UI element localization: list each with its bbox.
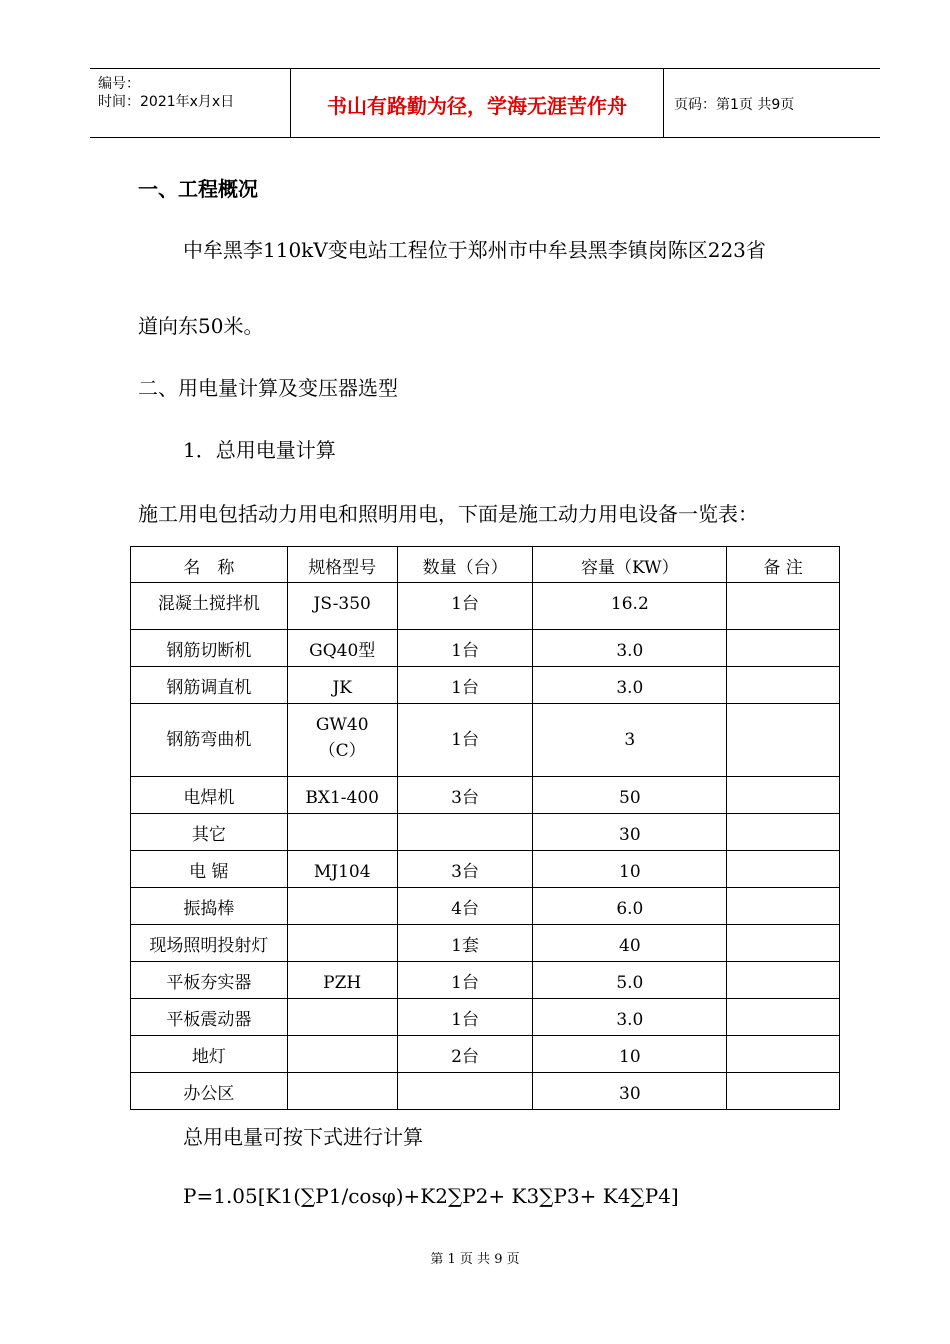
table-cell: JK: [287, 667, 397, 704]
table-cell: 1套: [397, 925, 533, 962]
table-cell: [287, 888, 397, 925]
header-cell: 数量（台）: [397, 547, 533, 583]
table-cell: 1台: [397, 962, 533, 999]
calculation-intro-text: 总用电量可按下式进行计算: [183, 1125, 423, 1149]
table-cell: 10: [533, 851, 727, 888]
table-cell: 1台: [397, 630, 533, 667]
table-cell: 30: [533, 1073, 727, 1110]
table-cell: 3.0: [533, 999, 727, 1036]
table-cell: 振捣棒: [131, 888, 288, 925]
table-cell: 电焊机: [131, 777, 288, 814]
table-cell: 2台: [397, 1036, 533, 1073]
table-cell: 混凝土搅拌机: [131, 583, 288, 630]
table-cell: 1台: [397, 999, 533, 1036]
table-cell: 3台: [397, 851, 533, 888]
table-cell: 3.0: [533, 667, 727, 704]
table-cell: 50: [533, 777, 727, 814]
page-header: [90, 68, 880, 138]
table-cell: 钢筋弯曲机: [131, 704, 288, 777]
table-cell: 10: [533, 1036, 727, 1073]
table-cell: 40: [533, 925, 727, 962]
table-row: [131, 630, 840, 667]
table-cell: [397, 814, 533, 851]
table-cell: 电 锯: [131, 851, 288, 888]
table-cell: 平板震动器: [131, 999, 288, 1036]
table-cell: 现场照明投射灯: [131, 925, 288, 962]
section-1-paragraph-line-1: 中牟黑李110kV变电站工程位于郑州市中牟县黑李镇岗陈区223省: [183, 238, 766, 262]
header-page-cell: [664, 69, 880, 137]
table-row: [131, 999, 840, 1036]
table-cell: [397, 1073, 533, 1110]
table-cell: 16.2: [533, 583, 727, 630]
header-page-number: 页码：第1页 共9页: [674, 97, 795, 113]
header-cell: 容量（KW）: [533, 547, 727, 583]
power-formula: P=1.05[K1(∑P1/cosφ)+K2∑P2+ K3∑P3+ K4∑P4]: [183, 1184, 679, 1208]
section-1-paragraph-line-2: 道向东50米。: [138, 314, 264, 338]
table-cell: 4台: [397, 888, 533, 925]
table-cell: 地灯: [131, 1036, 288, 1073]
header-cell: 备 注: [727, 547, 840, 583]
header-cell: 规格型号: [287, 547, 397, 583]
table-cell: BX1-400: [287, 777, 397, 814]
table-cell: [727, 704, 840, 777]
header-info-cell: [90, 69, 291, 137]
table-cell: 办公区: [131, 1073, 288, 1110]
section-1-title: 一、工程概况: [138, 177, 258, 201]
table-row: [131, 1036, 840, 1073]
table-cell: 1台: [397, 667, 533, 704]
table-cell: 1台: [397, 704, 533, 777]
table-cell: [727, 1073, 840, 1110]
header-motto: 书山有路勤为径，学海无涯苦作舟: [327, 94, 627, 118]
table-row: [131, 925, 840, 962]
table-cell: 5.0: [533, 962, 727, 999]
table-cell: 3.0: [533, 630, 727, 667]
table-cell: JS-350: [287, 583, 397, 630]
table-row: [131, 667, 840, 704]
table-cell: [727, 630, 840, 667]
table-cell: [287, 814, 397, 851]
table-cell: [287, 925, 397, 962]
table-cell: 1台: [397, 583, 533, 630]
table-cell: [287, 1073, 397, 1110]
table-cell: [727, 777, 840, 814]
table-cell: 平板夯实器: [131, 962, 288, 999]
subsection-1-title: 1．总用电量计算: [183, 438, 336, 462]
table-row: [131, 777, 840, 814]
table-cell: 其它: [131, 814, 288, 851]
table-header-row: [131, 547, 840, 583]
header-cell: 名 称: [131, 547, 288, 583]
table-cell: [727, 583, 840, 630]
table-row: [131, 888, 840, 925]
table-cell: [727, 814, 840, 851]
table-cell: MJ104: [287, 851, 397, 888]
table-row: [131, 704, 840, 777]
table-row: [131, 851, 840, 888]
table-cell: [727, 962, 840, 999]
table-cell: 3: [533, 704, 727, 777]
table-cell: 30: [533, 814, 727, 851]
table-row: [131, 962, 840, 999]
equipment-table: [130, 546, 840, 1110]
table-cell: [287, 1036, 397, 1073]
table-cell: [287, 999, 397, 1036]
document-time-label: 时间：2021年x月x日: [98, 94, 235, 110]
table-cell: [727, 851, 840, 888]
page-footer: 第 1 页 共 9 页: [430, 1252, 520, 1267]
table-cell: GQ40型: [287, 630, 397, 667]
table-cell: 钢筋切断机: [131, 630, 288, 667]
table-row: [131, 814, 840, 851]
table-row: [131, 1073, 840, 1110]
table-cell: [727, 999, 840, 1036]
table-cell: [727, 925, 840, 962]
table-cell: PZH: [287, 962, 397, 999]
equipment-intro-text: 施工用电包括动力用电和照明用电，下面是施工动力用电设备一览表：: [138, 502, 758, 526]
table-cell: GW40（C）: [287, 704, 397, 777]
table-cell: [727, 1036, 840, 1073]
table-cell: [727, 667, 840, 704]
table-cell: 6.0: [533, 888, 727, 925]
table-row: [131, 583, 840, 630]
table-cell: 3台: [397, 777, 533, 814]
document-number-label: 编号：: [98, 76, 140, 92]
table-cell: 钢筋调直机: [131, 667, 288, 704]
header-motto-cell: [291, 69, 664, 137]
table-cell: [727, 888, 840, 925]
section-2-title: 二、用电量计算及变压器选型: [138, 376, 398, 400]
